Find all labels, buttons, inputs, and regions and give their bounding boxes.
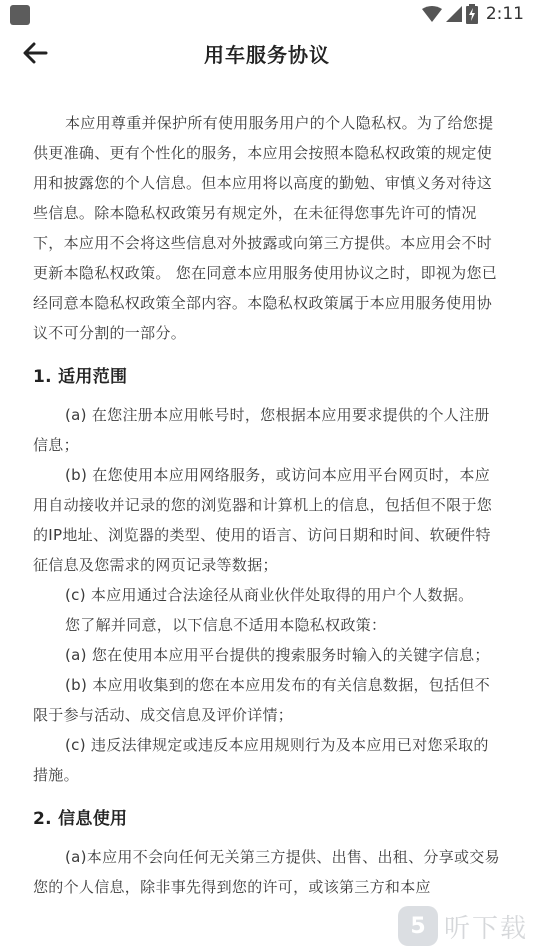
paragraph: (b) 在您使用本应用网络服务，或访问本应用平台网页时，本应用自动接收并记录的您的浏览器和计算机上的信息，包括但不限于您的IP地址、浏览器的类型、使用的语言、访问日期和时间、软硬件特征信息及您需求的网页记录等数据； [33,466,493,574]
watermark-logo-icon: 5 [398,906,438,946]
agreement-content[interactable] [33,108,501,902]
watermark [398,906,528,946]
paragraph: (a) 在您注册本应用帐号时，您根据本应用要求提供的个人注册信息； [33,406,490,454]
signal-icon [446,6,462,22]
page-title: 用车服务协议 [204,43,330,67]
watermark-text: 听下载 [443,913,528,944]
paragraph: (b) 本应用收集到的您在本应用发布的有关信息数据，包括但不限于参与活动、成交信息及评价详情； [33,676,490,724]
section-heading-usage: 2. 信息使用 [33,809,128,829]
app-icon [10,5,30,25]
battery-charging-icon [466,4,478,24]
app-bar [0,28,534,78]
intro-paragraph: 本应用尊重并保护所有使用服务用户的个人隐私权。为了给您提供更准确、更有个性化的服务，本应用会按照本隐私权政策的规定使用和披露您的个人信息。但本应用将以高度的勤勉、审慎义务对待这些信息。除本隐私权政策另有规定外，在未征得您事先许可的情况下，本应用不会将这些信息对外披露或向第三方提供。本应用会不时更新本隐私权政策。 您在同意本应用服务使用协议之时，即视为您已经同意本隐私权政策全部内容。本隐私权政策属于本应用服务使用协议不可分割的一部分。 [33,114,498,342]
status-icons [422,3,524,25]
section-heading-scope: 1. 适用范围 [33,367,128,387]
paragraph: (a) 您在使用本应用平台提供的搜索服务时输入的关键字信息； [65,646,490,664]
status-time: 2:11 [485,4,524,24]
paragraph: (a)本应用不会向任何无关第三方提供、出售、出租、分享或交易您的个人信息，除非事先得到您的许可，或该第三方和本应 [33,848,500,896]
paragraph: 您了解并同意，以下信息不适用本隐私权政策： [65,616,387,634]
paragraph: (c) 违反法律规定或违反本应用规则行为及本应用已对您采取的措施。 [33,736,489,784]
wifi-icon [422,6,442,22]
paragraph: (c) 本应用通过合法途径从商业伙伴处取得的用户个人数据。 [65,586,474,604]
status-bar [0,0,534,28]
